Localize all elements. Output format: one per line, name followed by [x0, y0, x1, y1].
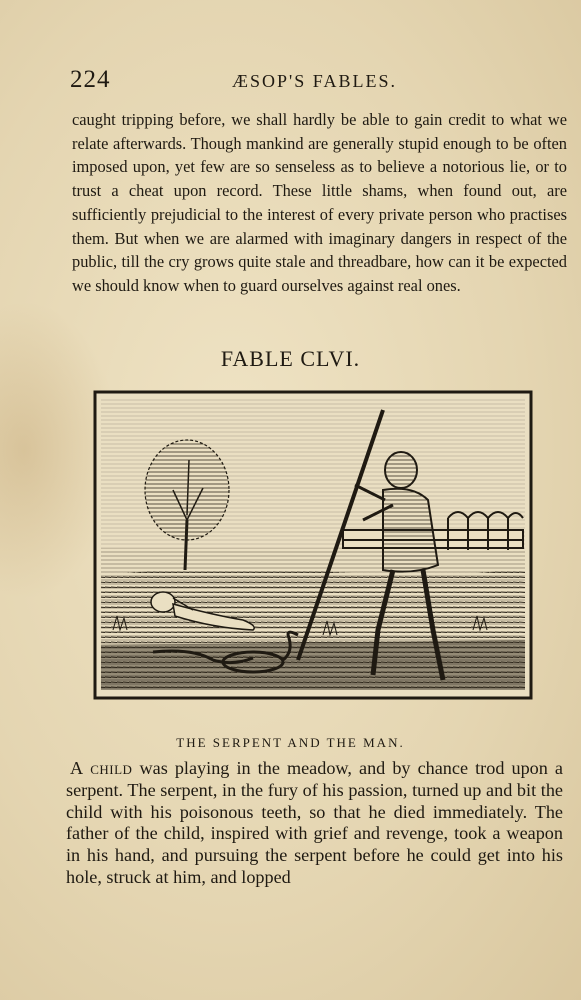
fable-lead-words: A child: [70, 758, 133, 778]
illustration-caption: THE SERPENT AND THE MAN.: [176, 735, 405, 750]
fable-text: [66, 758, 563, 889]
running-title: ÆSOP'S FABLES.: [232, 71, 397, 91]
fable-heading: FABLE CLVI.: [220, 346, 361, 371]
page-number: 224: [70, 66, 111, 93]
woodcut-illustration: [93, 390, 533, 700]
fable-text-body: was playing in the meadow, and by chance trod upon a serpent. The serpent, in the fury of his passion, turned up and bit the child with his poisonous teeth, so that he died immediately. The father of the child, inspired with grief and revenge, took a weapon in his hand, and pursuing the serpent before he could get into his hole, struck at him, and lopped: [66, 758, 563, 887]
body-paragraph-continued: caught tripping before, we shall hardly be able to gain credit to what we relate afterwards. Though mankind are generally stupid enough to be often imposed upon, yet few are so senseless as to believe a notorious lie, or to trust a cheat upon record. These little shams, when found out, are sufficiently prejudicial to the interest of every private person who practises them. But when we are alarmed with imaginary dangers in respect of the public, till the cry grows quite stale and threadbare, how can it be expected we should know when to guard ourselves against real ones.: [72, 110, 567, 295]
page-header: [70, 66, 516, 94]
